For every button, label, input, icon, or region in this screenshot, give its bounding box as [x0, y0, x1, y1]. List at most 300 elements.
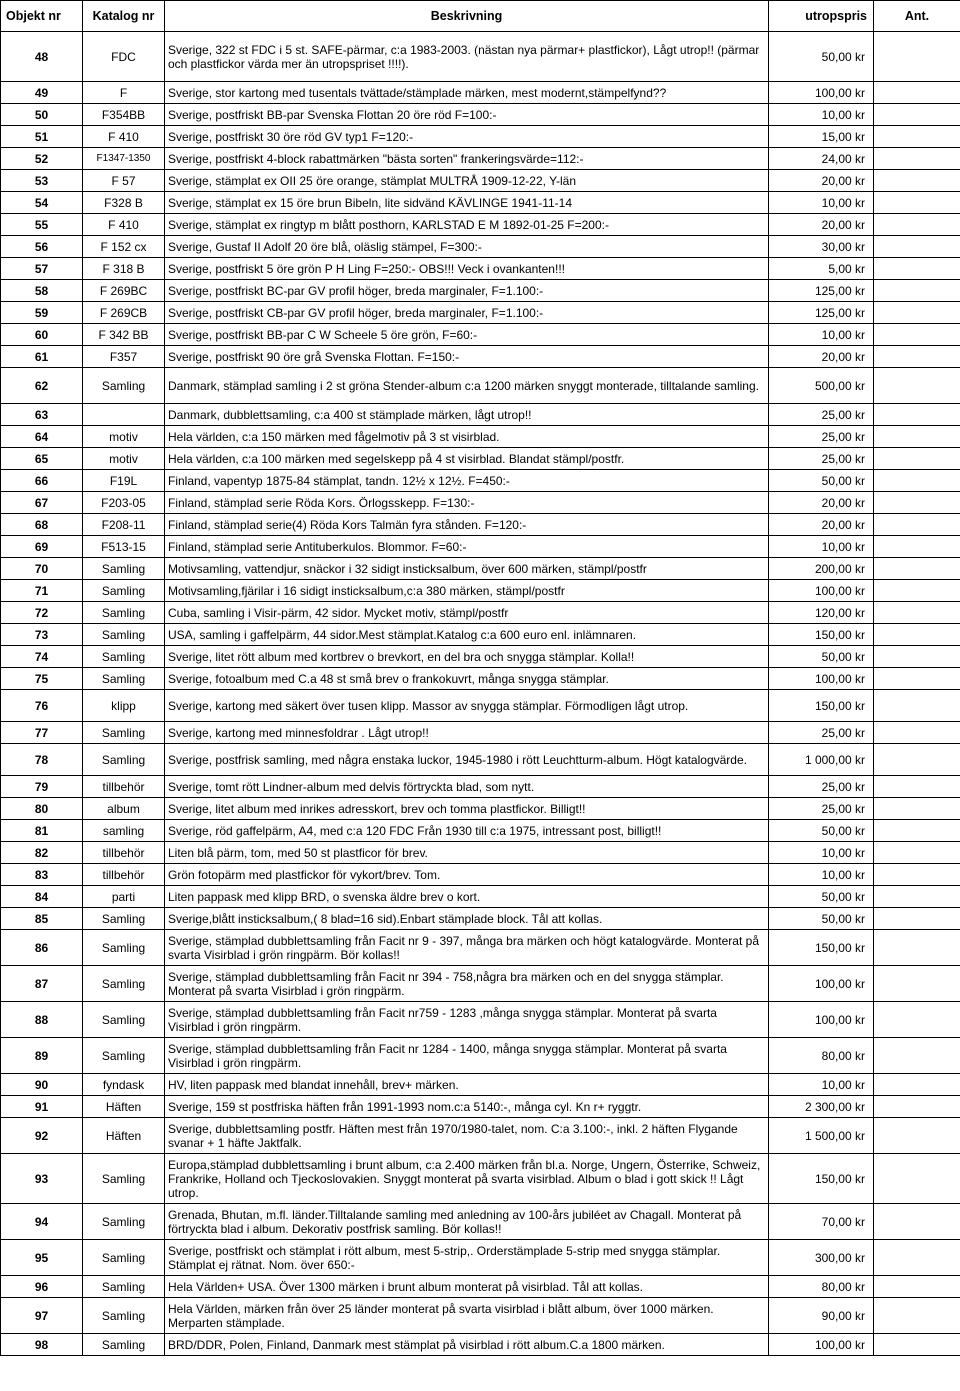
cell-katalog-nr: Samling — [83, 1204, 165, 1240]
cell-katalog-nr: F 269BC — [83, 280, 165, 302]
table-row — [1, 536, 960, 558]
cell-utropspris: 50,00 kr — [769, 886, 874, 908]
cell-beskrivning: Finland, stämplad serie Röda Kors. Örlogsskepp. F=130:- — [165, 492, 769, 514]
table-row — [1, 580, 960, 602]
table-row — [1, 492, 960, 514]
cell-ant — [874, 492, 960, 514]
cell-katalog-nr: Samling — [83, 580, 165, 602]
table-row — [1, 1074, 960, 1096]
table-row — [1, 192, 960, 214]
cell-beskrivning: HV, liten pappask med blandat innehåll, brev+ märken. — [165, 1074, 769, 1096]
cell-ant — [874, 820, 960, 842]
cell-beskrivning: Europa,stämplad dubblettsamling i brunt album, c:a 2.400 märken från bl.a. Norge, Ungern, Österrike, Schweiz, Frankrike, Holland och Tjeckoslovakien. Snyggt monterat på svarta visirblad. Album o blad i gott skick !! Lågt utrop. — [165, 1154, 769, 1204]
cell-beskrivning: Sverige, postfriskt och stämplat i rött album, mest 5-strip,. Orderstämplade 5-strip med snygga stämplar. Stämplat ej rätnat. Nom. över 650:- — [165, 1240, 769, 1276]
cell-ant — [874, 536, 960, 558]
cell-ant — [874, 280, 960, 302]
cell-objekt-nr: 81 — [1, 820, 83, 842]
header-katalog-nr: Katalog nr — [83, 1, 165, 32]
table-row — [1, 448, 960, 470]
cell-beskrivning: Sverige, röd gaffelpärm, A4, med c:a 120 FDC Från 1930 till c:a 1975, intressant post, billigt!! — [165, 820, 769, 842]
cell-katalog-nr: Samling — [83, 908, 165, 930]
cell-ant — [874, 32, 960, 82]
cell-objekt-nr: 67 — [1, 492, 83, 514]
table-row — [1, 258, 960, 280]
cell-katalog-nr: Samling — [83, 1002, 165, 1038]
table-row — [1, 104, 960, 126]
cell-objekt-nr: 76 — [1, 690, 83, 722]
cell-katalog-nr: F — [83, 82, 165, 104]
cell-beskrivning: Sverige, dubblettsamling postfr. Häften mest från 1970/1980-talet, nom. C:a 3.100:-, inkl. 2 häften Flygande svanar + 1 häfte Jaktfalk. — [165, 1118, 769, 1154]
cell-objekt-nr: 84 — [1, 886, 83, 908]
table-row — [1, 1298, 960, 1334]
table-row — [1, 602, 960, 624]
cell-objekt-nr: 88 — [1, 1002, 83, 1038]
cell-beskrivning: Grön fotopärm med plastfickor för vykort/brev. Tom. — [165, 864, 769, 886]
table-row — [1, 1118, 960, 1154]
cell-beskrivning: Sverige, 322 st FDC i 5 st. SAFE-pärmar, c:a 1983-2003. (nästan nya pärmar+ plastfickor), Lågt utrop!! (pärmar och plastfickor värda mer än utropspriset !!!!). — [165, 32, 769, 82]
cell-objekt-nr: 98 — [1, 1334, 83, 1356]
cell-utropspris: 120,00 kr — [769, 602, 874, 624]
table-row — [1, 864, 960, 886]
cell-objekt-nr: 59 — [1, 302, 83, 324]
table-row — [1, 82, 960, 104]
cell-utropspris: 100,00 kr — [769, 1002, 874, 1038]
cell-beskrivning: Finland, vapentyp 1875-84 stämplat, tandn. 12½ x 12½. F=450:- — [165, 470, 769, 492]
cell-katalog-nr — [83, 404, 165, 426]
cell-objekt-nr: 92 — [1, 1118, 83, 1154]
cell-utropspris: 25,00 kr — [769, 798, 874, 820]
cell-utropspris: 70,00 kr — [769, 1204, 874, 1240]
cell-beskrivning: Sverige, postfrisk samling, med några enstaka luckor, 1945-1980 i rött Leuchtturm-album. Högt katalogvärde. — [165, 744, 769, 776]
cell-utropspris: 1 000,00 kr — [769, 744, 874, 776]
cell-katalog-nr: Samling — [83, 602, 165, 624]
table-row — [1, 1334, 960, 1356]
cell-utropspris: 200,00 kr — [769, 558, 874, 580]
table-row — [1, 1204, 960, 1240]
cell-objekt-nr: 54 — [1, 192, 83, 214]
table-row — [1, 126, 960, 148]
cell-ant — [874, 170, 960, 192]
header-beskrivning: Beskrivning — [165, 1, 769, 32]
cell-ant — [874, 302, 960, 324]
cell-ant — [874, 668, 960, 690]
table-row — [1, 1240, 960, 1276]
table-row — [1, 1096, 960, 1118]
cell-objekt-nr: 74 — [1, 646, 83, 668]
table-row — [1, 1038, 960, 1074]
cell-utropspris: 25,00 kr — [769, 404, 874, 426]
cell-utropspris: 80,00 kr — [769, 1276, 874, 1298]
cell-beskrivning: BRD/DDR, Polen, Finland, Danmark mest stämplat på visirblad i rött album.C.a 1800 märken. — [165, 1334, 769, 1356]
cell-beskrivning: Danmark, dubblettsamling, c:a 400 st stämplade märken, lågt utrop!! — [165, 404, 769, 426]
cell-beskrivning: Sverige, stämplad dubblettsamling från Facit nr 394 - 758,några bra märken och en del snygga stämplar. Monterat på svarta Visirblad i grön ringpärm. — [165, 966, 769, 1002]
cell-beskrivning: Sverige, stämplat ex ringtyp m blått posthorn, KARLSTAD E M 1892-01-25 F=200:- — [165, 214, 769, 236]
cell-objekt-nr: 77 — [1, 722, 83, 744]
cell-katalog-nr: tillbehör — [83, 842, 165, 864]
table-row — [1, 302, 960, 324]
cell-beskrivning: Sverige, stor kartong med tusentals tvättade/stämplade märken, mest modernt,stämpelfynd?? — [165, 82, 769, 104]
cell-ant — [874, 126, 960, 148]
cell-ant — [874, 776, 960, 798]
cell-utropspris: 150,00 kr — [769, 1154, 874, 1204]
cell-utropspris: 500,00 kr — [769, 368, 874, 404]
cell-ant — [874, 1038, 960, 1074]
cell-objekt-nr: 89 — [1, 1038, 83, 1074]
cell-objekt-nr: 87 — [1, 966, 83, 1002]
cell-utropspris: 125,00 kr — [769, 280, 874, 302]
cell-beskrivning: Sverige, postfriskt 30 öre röd GV typ1 F=120:- — [165, 126, 769, 148]
cell-katalog-nr: F 269CB — [83, 302, 165, 324]
cell-utropspris: 100,00 kr — [769, 580, 874, 602]
cell-utropspris: 125,00 kr — [769, 302, 874, 324]
cell-katalog-nr: tillbehör — [83, 864, 165, 886]
cell-utropspris: 20,00 kr — [769, 170, 874, 192]
cell-ant — [874, 886, 960, 908]
cell-beskrivning: Liten pappask med klipp BRD, o svenska äldre brev o kort. — [165, 886, 769, 908]
cell-beskrivning: Sverige, kartong med minnesfoldrar . Lågt utrop!! — [165, 722, 769, 744]
cell-katalog-nr: fyndask — [83, 1074, 165, 1096]
cell-objekt-nr: 70 — [1, 558, 83, 580]
cell-objekt-nr: 64 — [1, 426, 83, 448]
cell-katalog-nr: motiv — [83, 426, 165, 448]
cell-objekt-nr: 82 — [1, 842, 83, 864]
cell-utropspris: 5,00 kr — [769, 258, 874, 280]
cell-katalog-nr: F354BB — [83, 104, 165, 126]
cell-objekt-nr: 49 — [1, 82, 83, 104]
table-row — [1, 324, 960, 346]
cell-beskrivning: USA, samling i gaffelpärm, 44 sidor.Mest stämplat.Katalog c:a 600 euro enl. inlämnaren. — [165, 624, 769, 646]
cell-beskrivning: Hela världen, c:a 150 märken med fågelmotiv på 3 st visirblad. — [165, 426, 769, 448]
table-row — [1, 776, 960, 798]
cell-objekt-nr: 73 — [1, 624, 83, 646]
cell-beskrivning: Sverige, postfriskt 4-block rabattmärken "bästa sorten" frankeringsvärde=112:- — [165, 148, 769, 170]
cell-ant — [874, 1276, 960, 1298]
cell-ant — [874, 404, 960, 426]
table-row — [1, 722, 960, 744]
table-row — [1, 842, 960, 864]
table-row — [1, 1002, 960, 1038]
cell-ant — [874, 908, 960, 930]
cell-utropspris: 10,00 kr — [769, 192, 874, 214]
cell-utropspris: 50,00 kr — [769, 908, 874, 930]
cell-utropspris: 10,00 kr — [769, 842, 874, 864]
cell-katalog-nr: klipp — [83, 690, 165, 722]
cell-katalog-nr: Samling — [83, 368, 165, 404]
cell-objekt-nr: 95 — [1, 1240, 83, 1276]
cell-ant — [874, 842, 960, 864]
cell-objekt-nr: 83 — [1, 864, 83, 886]
cell-beskrivning: Finland, stämplad serie Antituberkulos. Blommor. F=60:- — [165, 536, 769, 558]
cell-ant — [874, 966, 960, 1002]
cell-objekt-nr: 97 — [1, 1298, 83, 1334]
cell-beskrivning: Motivsamling,fjärilar i 16 sidigt insticksalbum,c:a 380 märken, stämpl/postfr — [165, 580, 769, 602]
cell-beskrivning: Sverige, Gustaf II Adolf 20 öre blå, oläslig stämpel, F=300:- — [165, 236, 769, 258]
cell-ant — [874, 558, 960, 580]
cell-objekt-nr: 91 — [1, 1096, 83, 1118]
cell-katalog-nr: F328 B — [83, 192, 165, 214]
cell-objekt-nr: 60 — [1, 324, 83, 346]
cell-katalog-nr: Samling — [83, 668, 165, 690]
cell-utropspris: 100,00 kr — [769, 966, 874, 1002]
cell-objekt-nr: 56 — [1, 236, 83, 258]
cell-ant — [874, 1096, 960, 1118]
cell-katalog-nr: Samling — [83, 722, 165, 744]
cell-ant — [874, 448, 960, 470]
table-row — [1, 690, 960, 722]
cell-ant — [874, 646, 960, 668]
cell-ant — [874, 580, 960, 602]
cell-katalog-nr: samling — [83, 820, 165, 842]
cell-katalog-nr: F1347-1350 — [83, 148, 165, 170]
cell-objekt-nr: 75 — [1, 668, 83, 690]
cell-beskrivning: Hela Världen, märken från över 25 länder monterat på svarta visirblad i blått album, över 1000 märken. Merparten stämplade. — [165, 1298, 769, 1334]
cell-utropspris: 100,00 kr — [769, 668, 874, 690]
cell-katalog-nr: F 57 — [83, 170, 165, 192]
cell-utropspris: 10,00 kr — [769, 104, 874, 126]
table-row — [1, 346, 960, 368]
cell-utropspris: 10,00 kr — [769, 536, 874, 558]
cell-beskrivning: Sverige, 159 st postfriska häften från 1991-1993 nom.c:a 5140:-, många cyl. Kn r+ ryggtr. — [165, 1096, 769, 1118]
cell-utropspris: 25,00 kr — [769, 426, 874, 448]
table-row — [1, 280, 960, 302]
header-utropspris: utropspris — [769, 1, 874, 32]
cell-beskrivning: Motivsamling, vattendjur, snäckor i 32 sidigt insticksalbum, över 600 märken, stämpl/postfr — [165, 558, 769, 580]
cell-objekt-nr: 93 — [1, 1154, 83, 1204]
cell-ant — [874, 1204, 960, 1240]
cell-ant — [874, 192, 960, 214]
cell-katalog-nr: F513-15 — [83, 536, 165, 558]
cell-beskrivning: Sverige, stämplat ex 15 öre brun Bibeln, lite sidvänd KÄVLINGE 1941-11-14 — [165, 192, 769, 214]
cell-utropspris: 100,00 kr — [769, 82, 874, 104]
cell-katalog-nr: F208-11 — [83, 514, 165, 536]
cell-katalog-nr: Samling — [83, 966, 165, 1002]
cell-utropspris: 20,00 kr — [769, 346, 874, 368]
cell-katalog-nr: Samling — [83, 646, 165, 668]
cell-katalog-nr: Samling — [83, 1240, 165, 1276]
cell-utropspris: 20,00 kr — [769, 492, 874, 514]
cell-objekt-nr: 72 — [1, 602, 83, 624]
cell-beskrivning: Sverige, stämplad dubblettsamling från Facit nr 9 - 397, många bra märken och högt katalogvärde. Monterat på svarta Visirblad i grön ringpärm. Bör kollas!! — [165, 930, 769, 966]
table-row — [1, 404, 960, 426]
cell-ant — [874, 1002, 960, 1038]
cell-objekt-nr: 79 — [1, 776, 83, 798]
cell-katalog-nr: F 152 cx — [83, 236, 165, 258]
cell-utropspris: 90,00 kr — [769, 1298, 874, 1334]
table-row — [1, 820, 960, 842]
cell-ant — [874, 930, 960, 966]
cell-katalog-nr: Samling — [83, 558, 165, 580]
cell-ant — [874, 368, 960, 404]
cell-objekt-nr: 80 — [1, 798, 83, 820]
cell-utropspris: 50,00 kr — [769, 820, 874, 842]
cell-katalog-nr: album — [83, 798, 165, 820]
table-row — [1, 426, 960, 448]
cell-objekt-nr: 63 — [1, 404, 83, 426]
cell-katalog-nr: FDC — [83, 32, 165, 82]
cell-katalog-nr: motiv — [83, 448, 165, 470]
cell-beskrivning: Sverige, postfriskt 90 öre grå Svenska Flottan. F=150:- — [165, 346, 769, 368]
header-row — [1, 1, 960, 32]
cell-beskrivning: Sverige, postfriskt CB-par GV profil höger, breda marginaler, F=1.100:- — [165, 302, 769, 324]
table-row — [1, 558, 960, 580]
cell-katalog-nr: Samling — [83, 1334, 165, 1356]
cell-objekt-nr: 52 — [1, 148, 83, 170]
cell-objekt-nr: 66 — [1, 470, 83, 492]
cell-objekt-nr: 62 — [1, 368, 83, 404]
table-row — [1, 646, 960, 668]
cell-objekt-nr: 65 — [1, 448, 83, 470]
cell-ant — [874, 324, 960, 346]
cell-objekt-nr: 68 — [1, 514, 83, 536]
table-row — [1, 32, 960, 82]
cell-katalog-nr: F 410 — [83, 126, 165, 148]
cell-katalog-nr: parti — [83, 886, 165, 908]
cell-beskrivning: Sverige, tomt rött Lindner-album med delvis förtryckta blad, som nytt. — [165, 776, 769, 798]
cell-objekt-nr: 53 — [1, 170, 83, 192]
cell-utropspris: 15,00 kr — [769, 126, 874, 148]
cell-beskrivning: Sverige, litet album med inrikes adresskort, brev och tomma plastfickor. Billigt!! — [165, 798, 769, 820]
cell-utropspris: 50,00 kr — [769, 32, 874, 82]
cell-beskrivning: Danmark, stämplad samling i 2 st gröna Stender-album c:a 1200 märken snyggt monterade, tilltalande samling. — [165, 368, 769, 404]
cell-ant — [874, 258, 960, 280]
cell-utropspris: 30,00 kr — [769, 236, 874, 258]
cell-beskrivning: Sverige, postfriskt 5 öre grön P H Ling F=250:- OBS!!! Veck i ovankanten!!! — [165, 258, 769, 280]
table-row — [1, 908, 960, 930]
table-row — [1, 624, 960, 646]
cell-objekt-nr: 71 — [1, 580, 83, 602]
cell-ant — [874, 426, 960, 448]
table-row — [1, 214, 960, 236]
cell-katalog-nr: Samling — [83, 930, 165, 966]
cell-ant — [874, 744, 960, 776]
table-row — [1, 966, 960, 1002]
cell-katalog-nr: F357 — [83, 346, 165, 368]
table-row — [1, 470, 960, 492]
cell-ant — [874, 470, 960, 492]
cell-objekt-nr: 69 — [1, 536, 83, 558]
table-row — [1, 886, 960, 908]
cell-utropspris: 10,00 kr — [769, 324, 874, 346]
cell-objekt-nr: 57 — [1, 258, 83, 280]
cell-ant — [874, 624, 960, 646]
cell-ant — [874, 690, 960, 722]
cell-katalog-nr: F19L — [83, 470, 165, 492]
cell-utropspris: 2 300,00 kr — [769, 1096, 874, 1118]
cell-beskrivning: Hela Världen+ USA. Över 1300 märken i brunt album monterat på visirblad. Tål att kollas. — [165, 1276, 769, 1298]
table-row — [1, 930, 960, 966]
cell-katalog-nr: Häften — [83, 1118, 165, 1154]
cell-ant — [874, 104, 960, 126]
cell-utropspris: 150,00 kr — [769, 690, 874, 722]
cell-utropspris: 1 500,00 kr — [769, 1118, 874, 1154]
cell-katalog-nr: Samling — [83, 744, 165, 776]
cell-ant — [874, 1334, 960, 1356]
cell-objekt-nr: 94 — [1, 1204, 83, 1240]
table-row — [1, 170, 960, 192]
cell-objekt-nr: 48 — [1, 32, 83, 82]
table-row — [1, 1154, 960, 1204]
cell-utropspris: 25,00 kr — [769, 722, 874, 744]
table-row — [1, 236, 960, 258]
cell-ant — [874, 82, 960, 104]
cell-utropspris: 300,00 kr — [769, 1240, 874, 1276]
cell-beskrivning: Sverige, postfriskt BC-par GV profil höger, breda marginaler, F=1.100:- — [165, 280, 769, 302]
cell-utropspris: 100,00 kr — [769, 1334, 874, 1356]
cell-objekt-nr: 58 — [1, 280, 83, 302]
cell-utropspris: 25,00 kr — [769, 448, 874, 470]
table-row — [1, 668, 960, 690]
cell-katalog-nr: F203-05 — [83, 492, 165, 514]
table-row — [1, 514, 960, 536]
cell-beskrivning: Sverige, stämplad dubblettsamling från Facit nr 1284 - 1400, många snygga stämplar. Monterat på svarta Visirblad i grön ringpärm. — [165, 1038, 769, 1074]
cell-ant — [874, 798, 960, 820]
cell-beskrivning: Sverige, stämplat ex OII 25 öre orange, stämplat MULTRÅ 1909-12-22, Y-län — [165, 170, 769, 192]
cell-katalog-nr: Samling — [83, 1038, 165, 1074]
cell-beskrivning: Hela världen, c:a 100 märken med segelskepp på 4 st visirblad. Blandat stämpl/postfr. — [165, 448, 769, 470]
cell-ant — [874, 236, 960, 258]
cell-beskrivning: Grenada, Bhutan, m.fl. länder.Tilltalande samling med anledning av 100-års jubiléet av Chagall. Monterat på förtryckta blad i album. Dekorativ postfrisk samling. Bör kollas!! — [165, 1204, 769, 1240]
cell-utropspris: 150,00 kr — [769, 930, 874, 966]
cell-objekt-nr: 85 — [1, 908, 83, 930]
cell-beskrivning: Sverige, stämplad dubblettsamling från Facit nr759 - 1283 ,många snygga stämplar. Monterat på svarta Visirblad i grön ringpärm. — [165, 1002, 769, 1038]
cell-katalog-nr: Häften — [83, 1096, 165, 1118]
cell-ant — [874, 1240, 960, 1276]
cell-objekt-nr: 90 — [1, 1074, 83, 1096]
cell-objekt-nr: 51 — [1, 126, 83, 148]
cell-katalog-nr: Samling — [83, 624, 165, 646]
cell-beskrivning: Sverige, postfriskt BB-par Svenska Flottan 20 öre röd F=100:- — [165, 104, 769, 126]
cell-beskrivning: Sverige, kartong med säkert över tusen klipp. Massor av snygga stämplar. Förmodligen lågt utrop. — [165, 690, 769, 722]
cell-objekt-nr: 55 — [1, 214, 83, 236]
cell-ant — [874, 1118, 960, 1154]
cell-katalog-nr: Samling — [83, 1276, 165, 1298]
cell-utropspris: 80,00 kr — [769, 1038, 874, 1074]
cell-utropspris: 150,00 kr — [769, 624, 874, 646]
cell-utropspris: 25,00 kr — [769, 776, 874, 798]
cell-utropspris: 50,00 kr — [769, 646, 874, 668]
table-row — [1, 798, 960, 820]
header-ant: Ant. — [874, 1, 960, 32]
cell-utropspris: 24,00 kr — [769, 148, 874, 170]
cell-ant — [874, 1154, 960, 1204]
cell-katalog-nr: F 342 BB — [83, 324, 165, 346]
header-objekt-nr: Objekt nr — [1, 1, 83, 32]
cell-katalog-nr: F 410 — [83, 214, 165, 236]
cell-beskrivning: Finland, stämplad serie(4) Röda Kors Talmän fyra stånden. F=120:- — [165, 514, 769, 536]
cell-beskrivning: Sverige, fotoalbum med C.a 48 st små brev o frankokuvrt, många snygga stämplar. — [165, 668, 769, 690]
cell-katalog-nr: Samling — [83, 1298, 165, 1334]
cell-ant — [874, 148, 960, 170]
cell-katalog-nr: tillbehör — [83, 776, 165, 798]
cell-beskrivning: Liten blå pärm, tom, med 50 st plastficor för brev. — [165, 842, 769, 864]
cell-ant — [874, 214, 960, 236]
cell-objekt-nr: 61 — [1, 346, 83, 368]
cell-objekt-nr: 78 — [1, 744, 83, 776]
cell-objekt-nr: 50 — [1, 104, 83, 126]
cell-ant — [874, 602, 960, 624]
cell-ant — [874, 1074, 960, 1096]
cell-utropspris: 20,00 kr — [769, 514, 874, 536]
cell-ant — [874, 722, 960, 744]
table-row — [1, 1276, 960, 1298]
cell-beskrivning: Sverige, postfriskt BB-par C W Scheele 5 öre grön, F=60:- — [165, 324, 769, 346]
table-row — [1, 148, 960, 170]
cell-utropspris: 10,00 kr — [769, 1074, 874, 1096]
cell-objekt-nr: 96 — [1, 1276, 83, 1298]
cell-beskrivning: Sverige, litet rött album med kortbrev o brevkort, en del bra och snygga stämplar. Kolla!! — [165, 646, 769, 668]
cell-objekt-nr: 86 — [1, 930, 83, 966]
cell-utropspris: 20,00 kr — [769, 214, 874, 236]
